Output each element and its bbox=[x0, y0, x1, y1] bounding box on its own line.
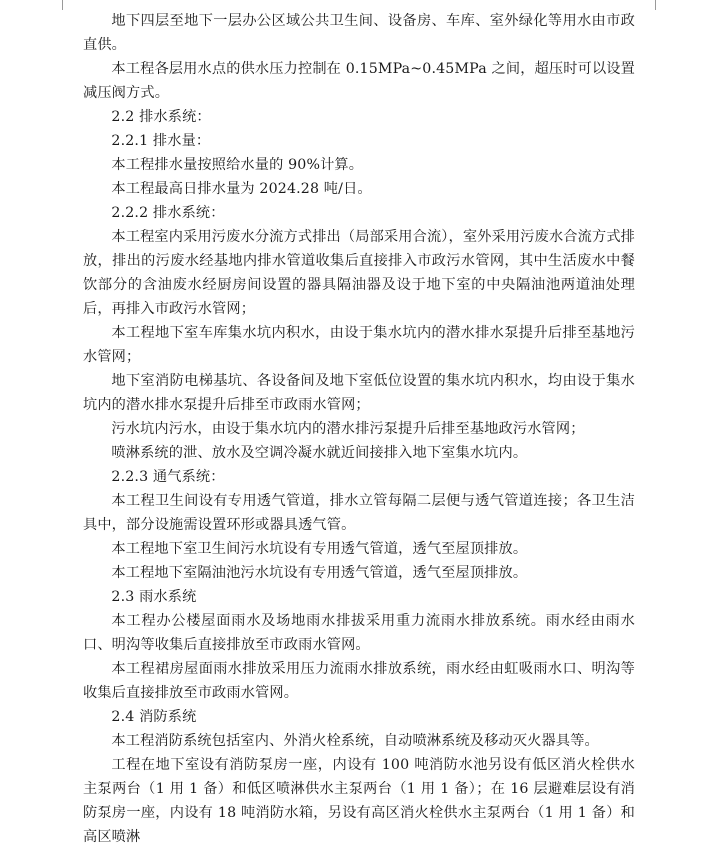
left-margin-mark bbox=[62, 0, 63, 10]
paragraph: 污水坑内污水，由设于集水坑内的潜水排污泵提升后排至基地政污水管网； bbox=[111, 421, 585, 437]
subsection-heading: 2.2.3 通气系统： bbox=[111, 469, 225, 485]
paragraph: 地下室消防电梯基坑、各设备间及地下室低位设置的集水坑内积水，均由设于集水坑内的潜水排水泵提升后排至市政雨水管网； bbox=[83, 373, 635, 413]
paragraph: 地下四层至地下一层办公区域公共卫生间、设备房、车库、室外绿化等用水由市政直供。 bbox=[83, 13, 635, 53]
paragraph: 本工程卫生间设有专用透气管道，排水立管每隔二层便与透气管道连接；各卫生洁具中，部分设施需设置环形或器具透气管。 bbox=[83, 493, 635, 533]
paragraph: 本工程地下室隔油池污水坑设有专用透气管道，透气至屋顶排放。 bbox=[111, 565, 528, 581]
document-body bbox=[83, 9, 635, 849]
paragraph: 本工程最高日排水量为 2024.28 吨/日。 bbox=[111, 181, 372, 197]
paragraph: 本工程办公楼屋面雨水及场地雨水排拔采用重力流雨水排放系统。雨水经由雨水口、明沟等收集后直接排放至市政雨水管网。 bbox=[83, 613, 635, 653]
paragraph: 本工程消防系统包括室内、外消火栓系统，自动喷淋系统及移动灭火器具等。 bbox=[111, 733, 599, 749]
section-heading: 2.2 排水系统： bbox=[111, 109, 211, 125]
paragraph: 本工程地下室车库集水坑内积水，由设于集水坑内的潜水排水泵提升后排至基地污水管网； bbox=[83, 325, 635, 365]
section-heading: 2.3 雨水系统 bbox=[111, 589, 197, 605]
section-heading: 2.4 消防系统 bbox=[111, 709, 197, 725]
subsection-heading: 2.2.2 排水系统： bbox=[111, 205, 225, 221]
right-margin-mark bbox=[655, 0, 656, 10]
paragraph: 本工程地下室卫生间污水坑设有专用透气管道，透气至屋顶排放。 bbox=[111, 541, 528, 557]
paragraph: 本工程裙房屋面雨水排放采用压力流雨水排放系统，雨水经由虹吸雨水口、明沟等收集后直接排放至市政雨水管网。 bbox=[83, 661, 635, 701]
paragraph: 本工程各层用水点的供水压力控制在 0.15MPa~0.45MPa 之间，超压时可以设置减压阀方式。 bbox=[83, 61, 635, 101]
paragraph: 工程在地下室设有消防泵房一座，内设有 100 吨消防水池另设有低区消火栓供水主泵两台（1 用 1 备）和低区喷淋供水主泵两台（1 用 1 备）；在 16 层避难层设有消防泵房一座，内设有 18 吨消防水箱，另设有高区消火栓供水主泵两台（1 用 1 备）和高区喷淋 bbox=[83, 757, 635, 845]
paragraph: 本工程排水量按照给水量的 90%计算。 bbox=[111, 157, 364, 173]
paragraph: 喷淋系统的泄、放水及空调冷凝水就近间接排入地下室集水坑内。 bbox=[111, 445, 528, 461]
subsection-heading: 2.2.1 排水量： bbox=[111, 133, 211, 149]
paragraph: 本工程室内采用污废水分流方式排出（局部采用合流），室外采用污废水合流方式排放，排出的污废水经基地内排水管道收集后直接排入市政污水管网，其中生活废水中餐饮部分的含油废水经厨房间设置的器具隔油器及设于地下室的中央隔油池两道油处理后，再排入市政污水管网； bbox=[83, 229, 635, 317]
